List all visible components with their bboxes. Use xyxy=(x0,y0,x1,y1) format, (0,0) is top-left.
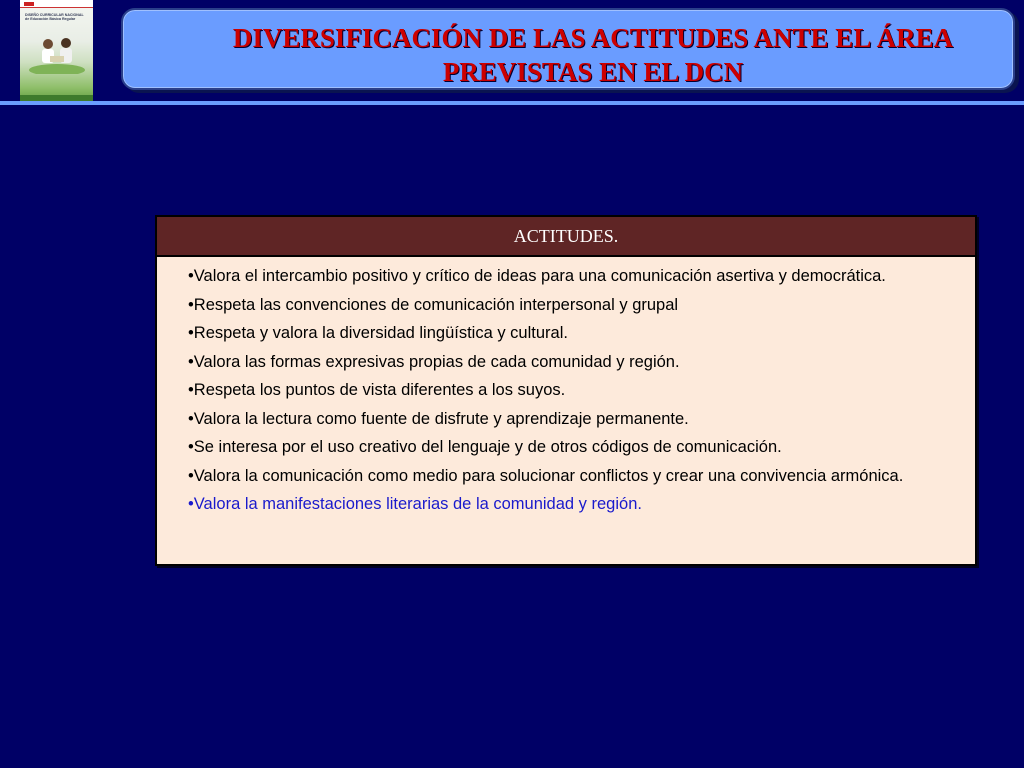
list-item: •Valora la comunicación como medio para solucionar conflictos y crear una convivencia armónica. xyxy=(188,466,904,485)
list-item: •Respeta los puntos de vista diferentes a los suyos. xyxy=(188,381,566,399)
table-header: ACTITUDES. xyxy=(157,217,975,257)
children-illustration-icon xyxy=(28,34,86,74)
list-item: •Se interesa por el uso creativo del lenguaje y de otros códigos de comunicación. xyxy=(188,438,782,456)
cover-subheading: de Educación Básica Regular xyxy=(25,17,76,22)
attitudes-list xyxy=(157,257,975,516)
title-divider xyxy=(0,101,1024,105)
list-item: •Respeta las convenciones de comunicación interpersonal y grupal xyxy=(188,295,679,314)
cover-heading: DISEÑO CURRICULAR NACIONAL xyxy=(25,13,84,17)
attitudes-table xyxy=(155,215,977,566)
ministry-logo-icon xyxy=(24,2,34,6)
list-item: •Valora la lectura como fuente de disfrute y aprendizaje permanente. xyxy=(188,409,689,428)
slide-title: DIVERSIFICACIÓN DE LAS ACTITUDES ANTE EL ÁREA PREVISTAS EN EL DCN xyxy=(232,23,954,87)
cover-text xyxy=(25,13,88,22)
list-item: •Respeta y valora la diversidad lingüística y cultural. xyxy=(188,324,568,342)
book-cover-image xyxy=(20,0,93,103)
list-item: •Valora las formas expresivas propias de cada comunidad y región. xyxy=(188,352,680,371)
title-box xyxy=(121,8,1015,90)
list-item-highlighted: •Valora la manifestaciones literarias de la comunidad y región. xyxy=(188,495,642,513)
list-item: •Valora el intercambio positivo y crítico de ideas para una comunicación asertiva y democrática. xyxy=(188,267,886,285)
